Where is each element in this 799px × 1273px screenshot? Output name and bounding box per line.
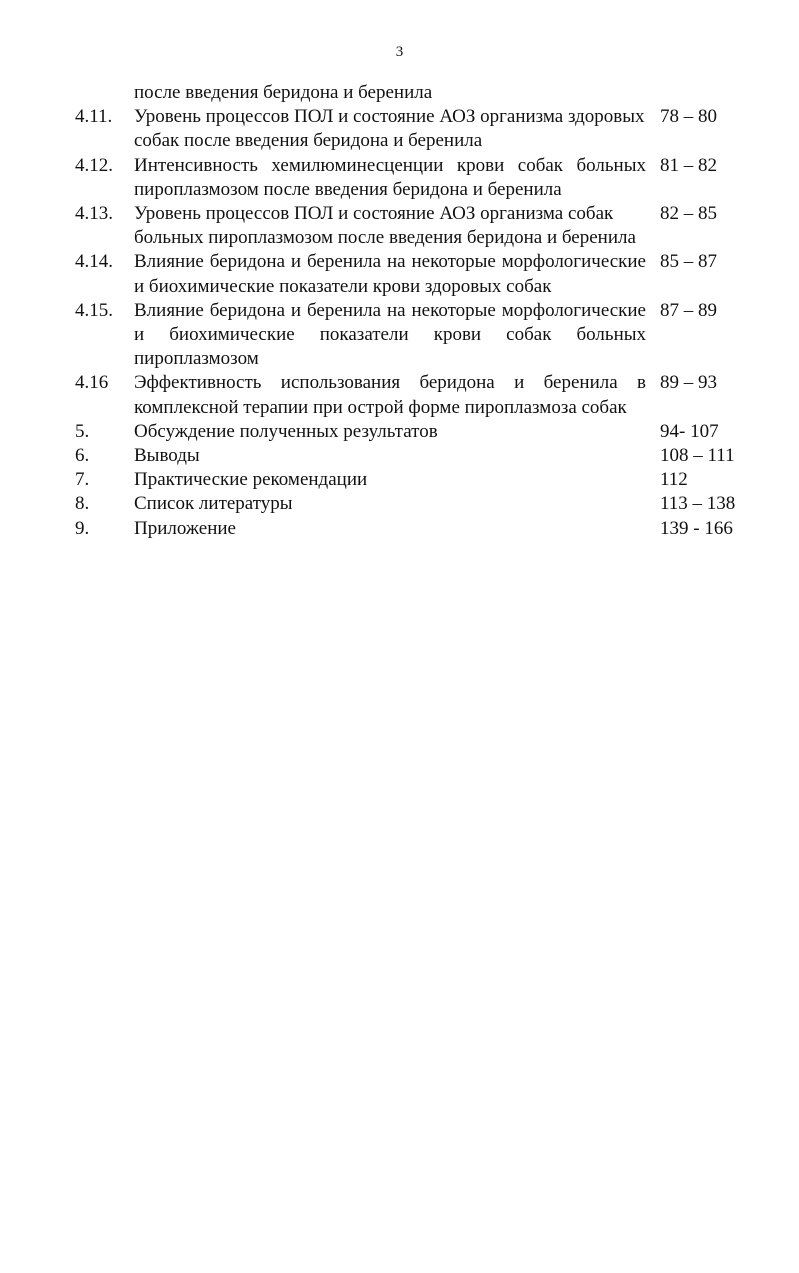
toc-entry-title: Приложение xyxy=(134,517,236,539)
toc-entry-title: Эффективность использования беридона и беренила в комплексной терапии при острой форме пироплазмоза собак xyxy=(134,372,646,418)
toc-entry-8 xyxy=(75,492,747,516)
toc-entry-number: 7. xyxy=(75,469,90,491)
toc-entry-4-11 xyxy=(75,105,747,153)
toc-entry-title: Влияние беридона и беренила на некоторые морфологические и биохимические показатели крови здоровых собак xyxy=(134,251,646,297)
toc-entry-title: Уровень процессов ПОЛ и состояние АОЗ организма здоровых собак после введения беридона и беренила xyxy=(134,106,645,152)
toc-entry-pages: 78 – 80 xyxy=(660,106,717,128)
toc-entry-continuation xyxy=(75,81,747,105)
table-of-contents xyxy=(75,81,747,541)
toc-entry-number: 4.12. xyxy=(75,154,113,176)
toc-entry-number: 5. xyxy=(75,420,90,442)
toc-entry-pages: 113 – 138 xyxy=(660,493,736,515)
toc-entry-7 xyxy=(75,468,747,492)
toc-entry-4-12 xyxy=(75,154,747,202)
toc-entry-title: Список литературы xyxy=(134,493,293,515)
toc-entry-4-15 xyxy=(75,299,747,372)
toc-entry-title: после введения беридона и беренила xyxy=(134,82,433,103)
toc-entry-number: 8. xyxy=(75,493,90,515)
toc-entry-number: 4.16 xyxy=(75,372,109,394)
toc-entry-pages: 89 – 93 xyxy=(660,372,717,394)
toc-entry-title: Обсуждение полученных результатов xyxy=(134,420,438,442)
toc-entry-title: Выводы xyxy=(134,445,200,467)
toc-entry-pages: 94- 107 xyxy=(660,420,719,442)
toc-entry-title: Практические рекомендации xyxy=(134,469,368,491)
toc-entry-6 xyxy=(75,444,747,468)
toc-entry-number: 4.11. xyxy=(75,106,113,128)
toc-entry-5 xyxy=(75,420,747,444)
toc-entry-4-14 xyxy=(75,250,747,298)
toc-entry-pages: 85 – 87 xyxy=(660,251,717,273)
toc-entry-number: 4.15. xyxy=(75,299,113,321)
toc-entry-pages: 139 - 166 xyxy=(660,517,733,539)
toc-entry-number: 9. xyxy=(75,517,90,539)
toc-entry-title: Уровень процессов ПОЛ и состояние АОЗ организма собак больных пироплазмозом после введения беридона и беренила xyxy=(134,203,636,249)
toc-entry-number: 4.14. xyxy=(75,251,113,273)
toc-entry-number: 4.13. xyxy=(75,203,113,225)
toc-entry-4-13 xyxy=(75,202,747,250)
toc-entry-4-16 xyxy=(75,371,747,419)
toc-entry-title: Влияние беридона и беренила на некоторые морфологические и биохимические показатели крови собак больных пироплазмозом xyxy=(134,299,646,370)
toc-entry-pages: 108 – 111 xyxy=(660,445,735,467)
toc-entry-pages: 82 – 85 xyxy=(660,203,717,225)
toc-entry-number: 6. xyxy=(75,445,90,467)
toc-entry-pages: 81 – 82 xyxy=(660,154,717,176)
toc-entry-pages: 112 xyxy=(660,469,688,491)
page-number: 3 xyxy=(395,44,404,60)
toc-entry-pages: 87 – 89 xyxy=(660,299,717,321)
toc-entry-title: Интенсивность хемилюминесценции крови собак больных пироплазмозом после введения беридона и беренила xyxy=(134,154,646,200)
toc-entry-9 xyxy=(75,517,747,541)
